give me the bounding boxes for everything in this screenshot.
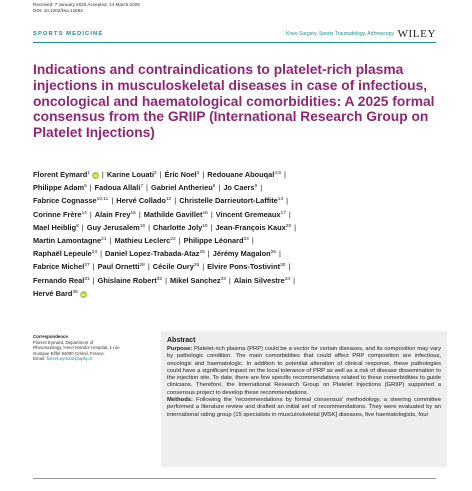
author[interactable] (98, 262, 145, 271)
article-dates: Received: 7 January 2025 Accepted: 14 March 2025 (33, 2, 140, 7)
author-name: Fernando Real (33, 275, 85, 285)
author-name: Martin Lamontagne (33, 236, 102, 246)
author[interactable] (234, 276, 290, 285)
author-separator: | (165, 275, 168, 285)
author-name: Karine Louati (106, 170, 155, 179)
author-separator: | (288, 262, 291, 272)
author-line (33, 274, 443, 287)
author-line (33, 234, 443, 247)
author-name: Cécile Oury (152, 262, 194, 272)
author-separator: | (293, 275, 296, 285)
publisher-logo: WILEY (397, 28, 436, 40)
author-affiliation: 17 (280, 210, 286, 216)
author-name: Ghislaine Robert (97, 275, 157, 285)
author-affiliation: 32 (156, 276, 163, 282)
author[interactable] (207, 262, 285, 271)
author[interactable] (33, 223, 79, 232)
author[interactable] (216, 223, 292, 232)
author-separator: | (100, 249, 102, 259)
author[interactable] (223, 183, 257, 192)
author-name: Mathieu Leclerc (114, 236, 171, 246)
author-separator: | (207, 249, 210, 259)
author-name: Philippe Léonard (183, 236, 244, 246)
author-affiliation: 10,11 (96, 197, 109, 203)
author-name: Paul Ornetti (97, 262, 140, 272)
abstract-heading: Abstract (167, 337, 196, 344)
author-name: Fabrice Cognasse (33, 196, 97, 206)
author[interactable] (153, 262, 199, 271)
author-affiliation: 27 (84, 263, 90, 269)
author-affiliation: 33 (220, 276, 226, 282)
journal-name: Knee Surgery, Sports Traumatology, Arthroscopy (286, 31, 394, 37)
author-affiliation: 31 (84, 276, 90, 282)
correspondence-heading: Correspondence (33, 334, 68, 339)
author-separator: | (286, 196, 289, 206)
section-label: SPORTS MEDICINE (33, 31, 104, 37)
author[interactable] (216, 210, 286, 219)
methods-text: Following the 'recommendations by formal consensus' methodology, a steering committee performed a literature review and drafted an initial set of recommendations. They were evaluated by an international rating group (15 specialists in musculoskeletal [MSK] diseases, five haematologists, four (167, 397, 442, 418)
author[interactable] (114, 236, 175, 245)
author-affiliation: 16 (202, 210, 208, 216)
author[interactable] (33, 249, 97, 258)
correspondence-line: Gustave Eiffel 94000 Créteil, France. (33, 350, 105, 356)
author[interactable] (33, 183, 87, 192)
article-title: Indications and contraindications to platelet-rich plasma injections in musculoskeletal diseases in case of infectious, oncological and haematological comorbidities: A 2025 formal consensus from the GRIIP (International Research Group on Platelet Injections) (33, 62, 435, 141)
article-dates-doi (33, 2, 140, 14)
author-list (33, 168, 443, 300)
author[interactable] (144, 210, 208, 219)
correspondence-email-row (33, 356, 133, 362)
author-affiliation: 28 (139, 263, 145, 269)
author[interactable] (107, 170, 157, 179)
author[interactable] (151, 183, 215, 192)
purpose-text: Platelet-rich plasma (PRP) could be a vector for certain diseases, and its composition may vary by pathologic condition. The main comorbidities that could affect PRP composition are infectious, oncologic and haematologic. In addition to potential alteration of clinical response, these pathologies could have a significant impact on the local tolerance of PRP as well as a risk of disease dissemination to the injection site. To date, there are few specific recommendations related to these comorbidities to guide clinicians. Therefore, the International Research Group on Platelet Injections (GRIIP) supported a consensus project to develop these recommendations. (167, 346, 441, 396)
author-separator: | (178, 236, 181, 246)
author-separator: | (278, 249, 281, 259)
author-affiliation: 20 (285, 223, 292, 229)
author-name: Elvire Pons-Tostivint (207, 262, 281, 272)
author-separator: | (202, 170, 205, 179)
author-name: Christelle Darrieutort-Laffite (179, 196, 278, 206)
author-affiliation: 24 (91, 250, 98, 256)
author-affiliation: 25 (199, 250, 205, 256)
author-name: Éric Noel (164, 170, 197, 179)
author-affiliation: 13 (277, 197, 284, 203)
author-name: Alain Frey (94, 209, 131, 219)
author[interactable] (95, 183, 143, 192)
orcid-icon[interactable]: iD (81, 291, 86, 297)
author[interactable] (213, 249, 276, 258)
correspondence-line: Rheumatology, Henri Mondor Hospital, 1 rue (33, 345, 120, 351)
author[interactable] (184, 236, 249, 245)
author-separator: | (174, 196, 177, 206)
author-line (33, 287, 443, 300)
author-separator: | (210, 222, 213, 232)
author-separator: | (89, 209, 92, 219)
author-name: Corinne Frère (33, 209, 82, 219)
author-separator: | (294, 222, 297, 232)
author-affiliation: 2 (154, 171, 157, 176)
author-name: Fabrice Michel (33, 262, 85, 272)
author[interactable] (95, 210, 136, 219)
author-line (33, 247, 443, 260)
author-name: Hervé Collado (116, 196, 166, 206)
author-name: Hervé Bard (33, 288, 73, 298)
author-affiliation: 7 (140, 184, 144, 190)
author-line (33, 194, 443, 207)
author-affiliation: 23 (243, 237, 249, 243)
author-affiliation: 21 (101, 237, 107, 243)
author-name: Florent Eymard (33, 170, 88, 179)
author-separator: | (146, 183, 148, 193)
author-name: Fadoua Allali (94, 183, 141, 193)
author-separator: | (92, 262, 95, 272)
author-separator: | (147, 262, 150, 272)
author-line (33, 168, 443, 181)
author-separator: | (284, 170, 286, 179)
author-affiliation: 8 (76, 223, 79, 229)
author-name: Charlotte Joly (152, 222, 203, 232)
author-separator: | (109, 236, 112, 246)
author[interactable] (165, 170, 200, 179)
author-line (33, 221, 443, 234)
author[interactable] (33, 196, 108, 205)
author[interactable] (116, 196, 171, 205)
abstract-methods (167, 397, 441, 419)
author[interactable] (33, 262, 90, 271)
author-affiliation: 18 (139, 223, 146, 229)
purpose-label: Purpose: (167, 346, 193, 352)
author-name: Gabriel Antherieu (150, 183, 213, 193)
author-name: Jean-François Kaux (215, 222, 286, 232)
author-name: Redouane Abouqal (207, 170, 275, 179)
header-rule (33, 42, 436, 43)
author[interactable] (179, 196, 283, 205)
author-separator: | (89, 183, 92, 193)
author[interactable] (33, 276, 90, 285)
author-affiliation: 26 (270, 250, 276, 256)
abstract-box (161, 331, 447, 467)
author-affiliation: 1 (87, 171, 90, 176)
author-separator: | (111, 196, 114, 206)
author-name: Mael Heiblig (33, 222, 77, 232)
author-separator: | (81, 222, 84, 232)
author-separator: | (228, 275, 231, 285)
author-line (33, 208, 443, 221)
abstract-purpose (167, 346, 441, 397)
author-affiliation: 14 (81, 210, 87, 216)
author-affiliation: 29 (193, 263, 200, 269)
author[interactable] (33, 289, 87, 298)
author-separator: | (260, 183, 263, 193)
author[interactable] (170, 276, 226, 285)
correspondence-line: Florent Eymard, Department of (33, 339, 94, 345)
author-separator: | (92, 275, 95, 285)
author[interactable] (98, 276, 162, 285)
author-name: Jo Caers (223, 183, 255, 193)
author-affiliation: 9 (254, 184, 258, 190)
correspondence (33, 334, 133, 362)
author-separator: | (288, 209, 291, 219)
author-name: Raphaël Lepeule (33, 249, 92, 259)
author-affiliation: 34 (284, 276, 291, 282)
author-affiliation: 6 (84, 184, 87, 190)
author-name: Mathilde Gavillet (143, 209, 203, 219)
author-name: Vincent Gremeaux (215, 209, 281, 219)
author-affiliation: 12 (165, 197, 172, 203)
author-affiliation: 35 (72, 289, 78, 295)
author-separator: | (148, 222, 150, 232)
author-affiliation: 8 (212, 184, 216, 190)
author[interactable] (87, 223, 145, 232)
author-affiliation: 4,5 (274, 171, 282, 176)
author-affiliation: 19 (202, 223, 208, 229)
author-affiliation: 30 (280, 263, 286, 269)
correspondence-email-link[interactable]: florent.eymard@aphp.fr (46, 356, 93, 362)
footer-rule (33, 478, 436, 479)
author-line (33, 260, 443, 273)
author-name: Philippe Adam (33, 183, 85, 193)
author[interactable] (33, 170, 99, 179)
author-affiliation: 15 (130, 210, 136, 216)
article-doi: DOI: 10.1002/ksa.12682 (33, 8, 83, 13)
author[interactable] (207, 170, 281, 179)
author-separator: | (218, 183, 221, 193)
author-name: Alain Silvestre (233, 275, 285, 285)
author-separator: | (210, 209, 213, 219)
author-line (33, 181, 443, 194)
author-separator: | (251, 236, 254, 246)
author[interactable] (153, 223, 208, 232)
methods-label: Methods: (167, 397, 193, 404)
author-name: Guy Jerusalem (86, 222, 140, 232)
author[interactable] (105, 249, 205, 258)
author-name: Mikel Sanchez (170, 275, 221, 285)
author[interactable] (33, 210, 87, 219)
author-affiliation: 3 (196, 171, 200, 176)
orcid-icon[interactable]: iD (93, 173, 98, 178)
author-separator: | (101, 170, 104, 179)
author[interactable] (33, 236, 107, 245)
email-label: Email: (33, 356, 46, 362)
author-separator: | (138, 209, 141, 219)
author-name: Daniel Lopez-Trabada-Ataz (105, 249, 200, 259)
author-affiliation: 22 (170, 237, 176, 243)
author-name: Jérémy Magalon (212, 249, 271, 259)
author-separator: | (202, 262, 205, 272)
author-separator: | (159, 170, 162, 179)
